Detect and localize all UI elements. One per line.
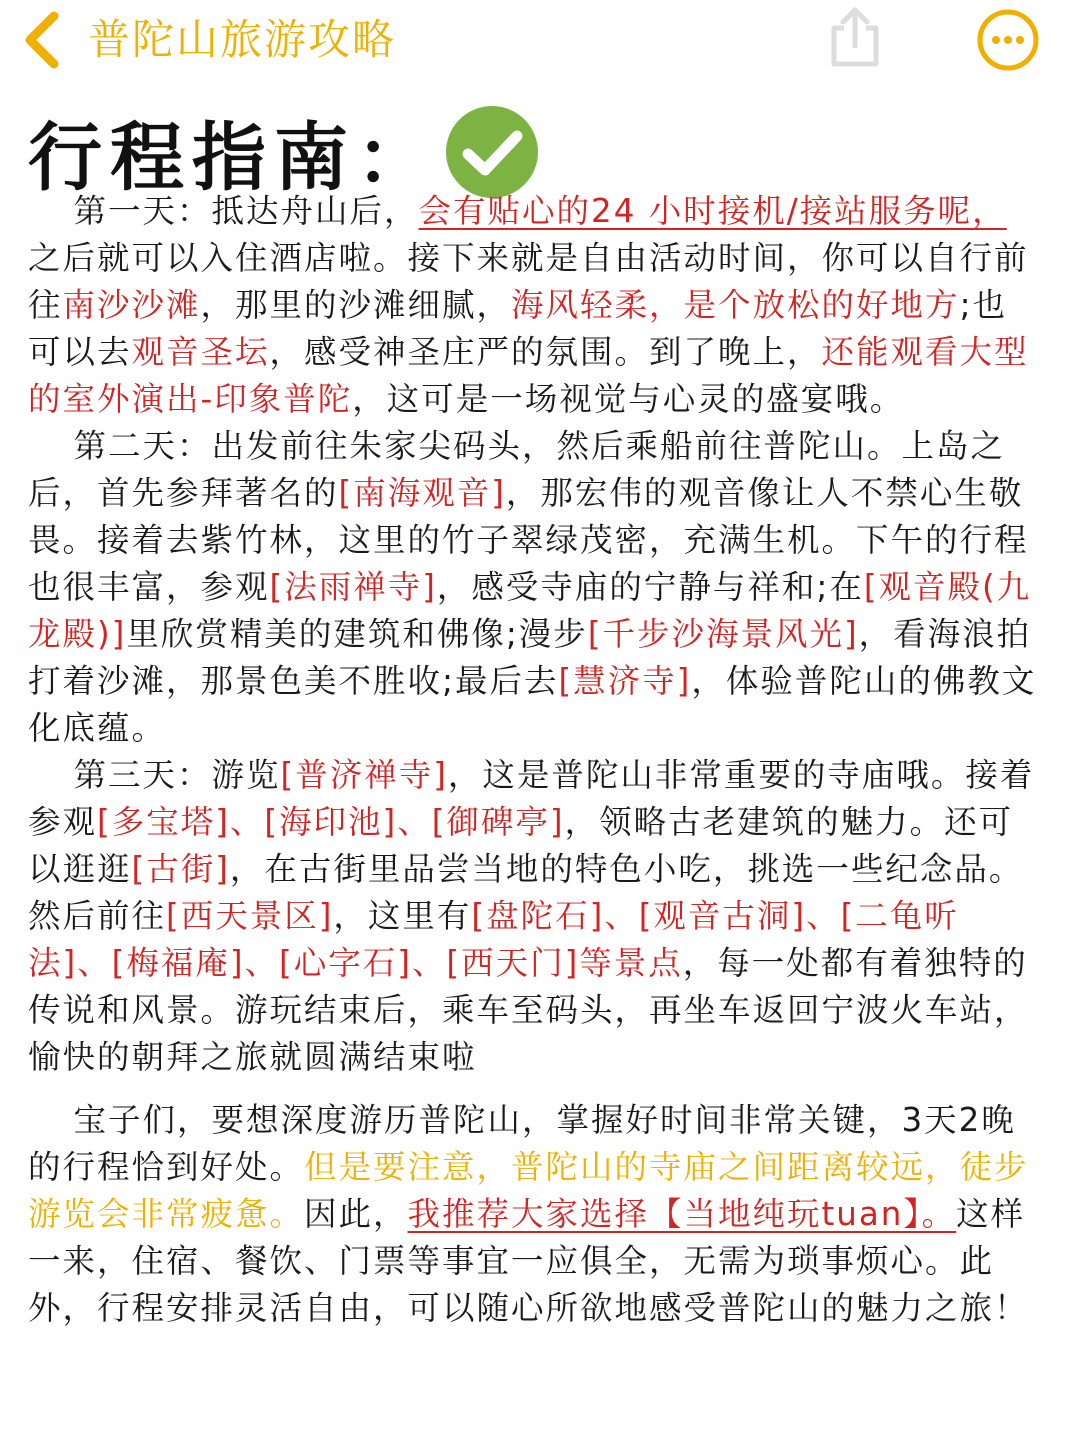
article-body (28, 188, 1040, 1332)
highlight: [古街] (131, 850, 230, 888)
recommendation-highlight: 我推荐大家选择【当地纯玩tuan】。 (407, 1195, 957, 1233)
highlight: [慧济寺] (558, 662, 692, 700)
highlight: [普济禅寺] (280, 756, 448, 794)
text: ，每一处都有着独特的传说和风景。游玩结束后，乘车至码头，再坐车返回宁波火车站，愉快的朝拜之旅就圆满结束啦 (28, 944, 1029, 1076)
highlight: [西天景区] (166, 897, 334, 935)
page-title: 普陀山旅游攻略 (88, 15, 397, 64)
text: 之后就可以入住酒店啦。接下来就是自由活动时间，你可以自行前往 (28, 239, 1029, 324)
highlight: 观音圣坛 (131, 333, 270, 371)
highlight: 会有贴心的24 小时接机/接站服务呢， (418, 192, 1007, 230)
text: 宝子们，要想深度游历普陀山，掌握好时间非常关键，3天2晚的行程恰到好处。 (28, 1101, 1016, 1186)
text: ，这里有 (333, 897, 472, 935)
text: ，感受寺庙的宁静与祥和;在 (436, 568, 864, 606)
text: ，那里的沙滩细腻， (200, 286, 512, 324)
summary-paragraph (28, 1097, 1040, 1332)
day3-label: 第三天： (73, 756, 212, 794)
highlight: 南沙沙滩 (62, 286, 201, 324)
highlight: [观音殿(九龙殿)] (28, 568, 1032, 653)
text: ，这可是一场视觉与心灵的盛宴哦。 (352, 380, 905, 418)
text: 游览 (211, 756, 281, 794)
day3-paragraph (28, 752, 1040, 1081)
highlight: [法雨禅寺] (269, 568, 437, 606)
text: ，感受神圣庄严的氛围。到了晚上， (269, 333, 822, 371)
text: ;也可以去 (28, 286, 1008, 371)
text: 这样一来，住宿、餐饮、门票等事宜一应俱全，无需为琐事烦心。此外，行程安排灵活自由，可以随心所欲地感受普陀山的魅力之旅！ (28, 1195, 1029, 1327)
text: 里欣赏精美的建筑和佛像;漫步 (126, 615, 588, 653)
highlight: 还能观看大型的室外演出-印象普陀 (28, 333, 1029, 418)
heading-text: 行程指南： (28, 115, 438, 201)
highlight: 海风轻柔，是个放松的好地方 (511, 286, 960, 324)
text: ，在古街里品尝当地的特色小吃，挑选一些纪念品。然后前往 (28, 850, 1024, 935)
day2-label: 第二天： (73, 427, 212, 465)
day1-label: 第一天： (73, 192, 212, 230)
text: 抵达舟山后， (211, 192, 419, 230)
check-circle-icon (444, 104, 540, 200)
chevron-left-icon[interactable] (18, 8, 68, 72)
day1-paragraph (28, 188, 1040, 423)
highlight: [千步沙海景风光] (587, 615, 859, 653)
text: ，领略古老建筑的魅力。还可以逛逛 (28, 803, 1014, 888)
text: ，这是普陀山非常重要的寺庙哦。接着参观 (28, 756, 1035, 841)
more-icon[interactable] (976, 8, 1040, 72)
highlight: [盘陀石]、[观音古洞]、[二龟听法]、[梅福庵]、[心字石]、[西天门]等景点 (28, 897, 959, 982)
text: ，看海浪拍打着沙滩，那景色美不胜收;最后去 (28, 615, 1032, 700)
share-icon[interactable] (826, 2, 884, 70)
top-nav-bar (0, 0, 1080, 90)
highlight: [南海观音] (338, 474, 506, 512)
text: 出发前往朱家尖码头，然后乘船前往普陀山。上岛之后，首先参拜著名的 (28, 427, 1006, 512)
warning-text: 但是要注意，普陀山的寺庙之间距离较远，徒步游览会非常疲惫。 (28, 1148, 1029, 1233)
text: 因此， (304, 1195, 408, 1233)
day2-paragraph (28, 423, 1040, 752)
text: ，体验普陀山的佛教文化底蕴。 (28, 662, 1037, 747)
section-heading (28, 104, 540, 200)
text: ，那宏伟的观音像让人不禁心生敬畏。接着去紫竹林，这里的竹子翠绿茂密，充满生机。下午的行程也很丰富，参观 (28, 474, 1029, 606)
highlight: [多宝塔]、[海印池]、[御碑亭] (97, 803, 565, 841)
